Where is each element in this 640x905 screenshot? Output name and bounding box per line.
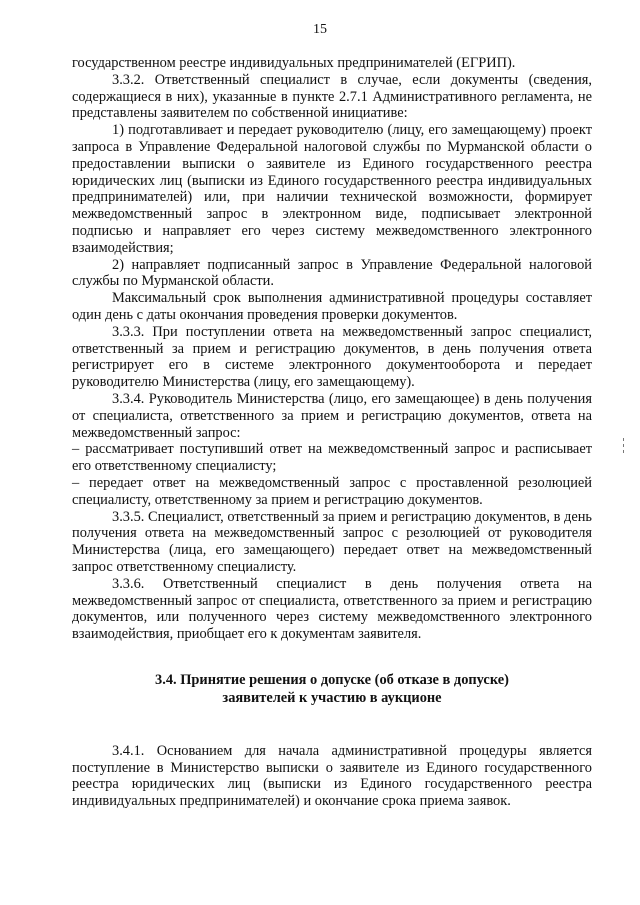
paragraph-3-4-1: 3.4.1. Основанием для начала административной процедуры является поступление в Министерство выписки о заявителе из Единого государственного реестра юридических лиц (выписки из Единого государственного реестра индивидуальных предпринимателей) и окончание срока приема заявок. [72, 742, 592, 810]
paragraph-3-3-2: 3.3.2. Ответственный специалист в случае, если документы (сведения, содержащиеся в них), указанные в пункте 2.7.1 Административного регламента, не представлены заявителем по собственной инициативе: [72, 71, 592, 122]
dash-item-1: – рассматривает поступивший ответ на межведомственный запрос и расписывает его ответственному специалисту; [72, 441, 592, 475]
page-number: 15 [313, 22, 327, 37]
section-heading [72, 671, 592, 707]
paragraph-3-3-4: 3.3.4. Руководитель Министерства (лицо, его замещающее) в день получения от специалиста, ответственного за прием и регистрацию документов, ответа на межведомственный запрос: [72, 390, 592, 441]
section-heading-line-2: заявителей к участию в аукционе [222, 689, 442, 706]
paragraph-3-3-6: 3.3.6. Ответственный специалист в день получения ответа на межведомственный запрос от специалиста, ответственного за прием и регистрацию документов, или полученного через систему межведомственного электронного взаимодействия, приобщает его к документам заявителя. [72, 575, 592, 643]
list-item-1: 1) подготавливает и передает руководителю (лицу, его замещающему) проект запроса в Управление Федеральной налоговой службы по Мурманской области о предоставлении выписки о заявителе из Единого государственного реестра юридических лиц (выписки из Единого государственного реестра индивидуальных предпринимателей) или, при наличии технической возможности, формирует межведомственный запрос в электронном виде, подписывает электронной подписью и направляет его через систему межведомственного электронного взаимодействия; [72, 122, 592, 256]
dash-item-2: – передает ответ на межведомственный запрос с проставленной резолюцией специалисту, ответственному за прием и регистрацию документов. [72, 474, 592, 508]
section-heading-line-1: 3.4. Принятие решения о допуске (об отказе в допуске) [155, 671, 509, 688]
paragraph-max-term: Максимальный срок выполнения административной процедуры составляет один день с даты окончания проведения проверки документов. [72, 290, 592, 323]
document-body [72, 55, 592, 810]
scan-artifact [622, 438, 625, 454]
paragraph-3-3-3: 3.3.3. При поступлении ответа на межведомственный запрос специалист, ответственный за прием и регистрацию документов, в день получения ответа регистрирует его в системе электронного документооборота и передает руководителю Министерства (лицу, его замещающему). [72, 323, 592, 391]
paragraph-3-3-5: 3.3.5. Специалист, ответственный за прием и регистрацию документов, в день получения ответа на межведомственный запрос с резолюцией от руководителя Министерства (лица, его замещающего) передает ответ на межведомственный запрос ответственному специалисту. [72, 508, 592, 575]
paragraph-continuation: государственном реестре индивидуальных предпринимателей (ЕГРИП). [72, 55, 516, 71]
list-item-2: 2) направляет подписанный запрос в Управление Федеральной налоговой службы по Мурманской области. [72, 256, 592, 290]
